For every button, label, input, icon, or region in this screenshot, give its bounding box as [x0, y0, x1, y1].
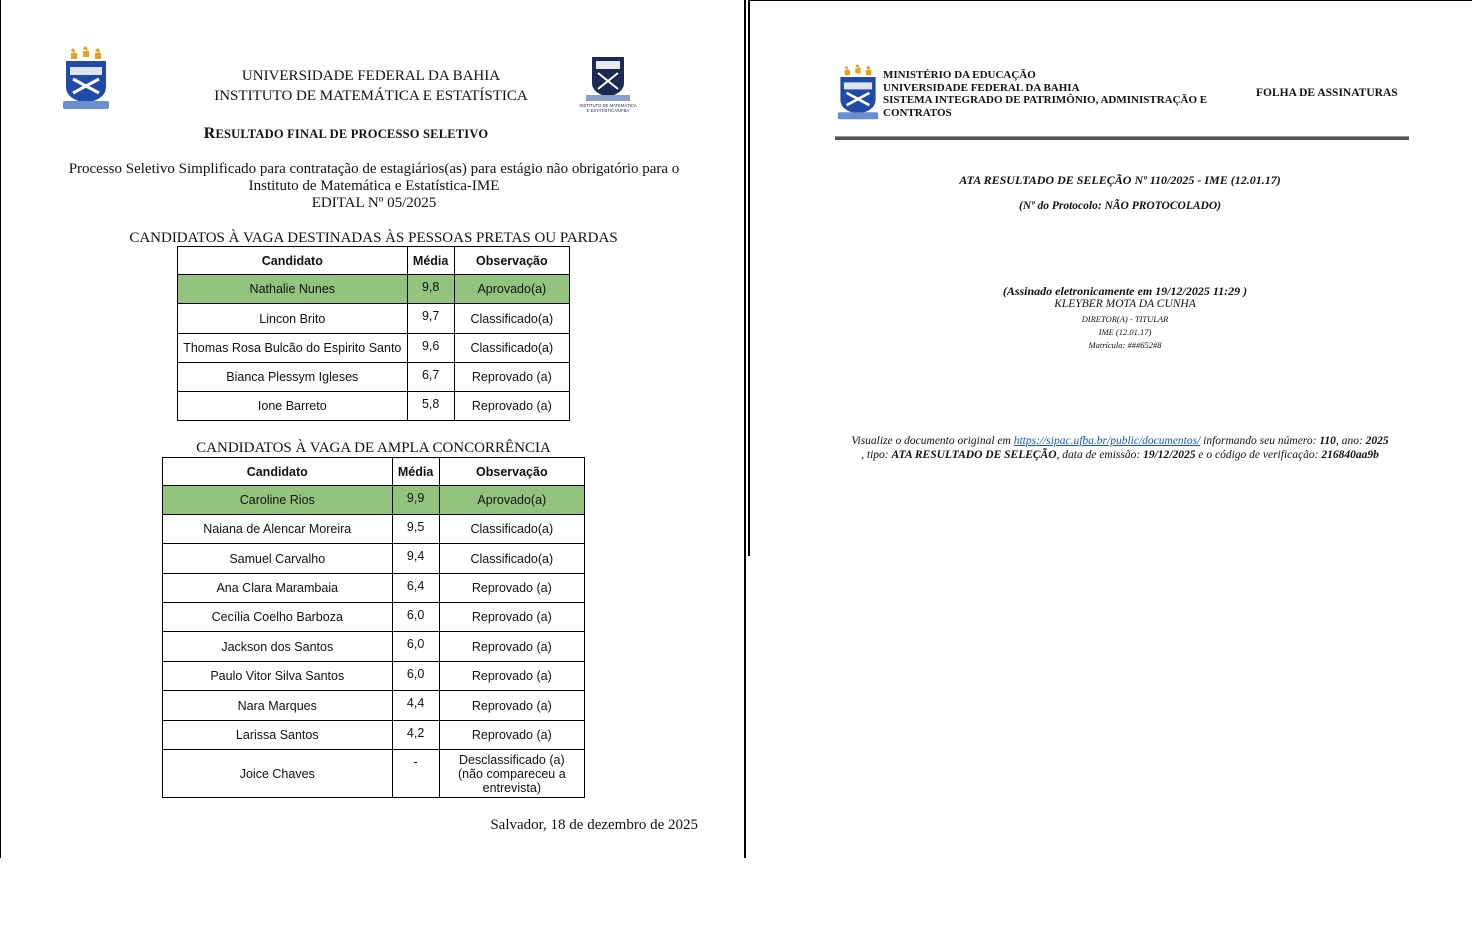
- column-header: Candidato: [163, 458, 393, 486]
- table-row: [178, 392, 570, 421]
- candidate-name: Nara Marques: [163, 691, 393, 721]
- edital-number: EDITAL Nº 05/2025: [311, 195, 437, 211]
- document-title: RESULTADO FINAL DE PROCESSO SELETIVO: [203, 125, 489, 142]
- candidate-observation: Reprovado (a): [454, 363, 569, 392]
- table-row: [163, 603, 585, 632]
- verification-note: Visualize o documento original em https://sipac.ufba.br/public/documentos/ informando seu número: 110, ano: 2025 , tipo: ATA RESULTADO DE SELEÇÃO, data de emissão: 19/12/2025 e o código de verificação: 216840aa9b: [851, 435, 1389, 461]
- institute-name: INSTITUTO DE MATEMÁTICA E ESTATÍSTICA: [214, 88, 528, 104]
- signature-page: [748, 0, 1472, 556]
- svg-text:INSTITUTO DE MATEMÁTICA: INSTITUTO DE MATEMÁTICA: [579, 103, 637, 108]
- results-table-pretas-pardas: [177, 246, 570, 421]
- city-date: Salvador, 18 de dezembro de 2025: [490, 817, 698, 833]
- candidate-observation: Reprovado (a): [439, 721, 584, 750]
- table-row: [163, 486, 585, 515]
- table-row: [178, 275, 570, 304]
- documents-link[interactable]: https://sipac.ufba.br/public/documentos/: [1013, 435, 1201, 447]
- signature-sheet-label: FOLHA DE ASSINATURAS: [1256, 87, 1398, 99]
- candidate-media: 6,7: [407, 363, 454, 392]
- protocol-number: (Nº do Protocolo: NÃO PROTOCOLADO): [1019, 200, 1221, 212]
- verification-code: 216840aa9b: [1321, 449, 1379, 461]
- candidate-name: Nathalie Nunes: [178, 275, 408, 304]
- process-description: Processo Seletivo Simplificado para contratação de estagiários(as) para estágio não obrigatório para o Instituto de Matemática e Estatística-IME EDITAL Nº 05/2025: [41, 161, 707, 212]
- candidate-name: Ione Barreto: [178, 392, 408, 421]
- ata-title: ATA RESULTADO DE SELEÇÃO Nº 110/2025 - IME (12.01.17): [959, 173, 1281, 187]
- candidate-name: Bianca Plessym Igleses: [178, 363, 408, 392]
- candidate-media: 4,4: [392, 691, 439, 721]
- candidate-name: Larissa Santos: [163, 721, 393, 750]
- candidate-name: Jackson dos Santos: [163, 632, 393, 662]
- candidate-name: Joice Chaves: [163, 750, 393, 798]
- candidate-media: 5,8: [407, 392, 454, 421]
- column-header: Observação: [439, 458, 584, 486]
- candidate-observation: Reprovado (a): [439, 632, 584, 662]
- candidate-media: 9,8: [407, 275, 454, 304]
- document-year: 2025: [1365, 435, 1389, 447]
- candidate-name: Cecília Coelho Barboza: [163, 603, 393, 632]
- candidate-observation: Aprovado(a): [439, 486, 584, 515]
- university-name: UNIVERSIDADE FEDERAL DA BAHIA: [241, 68, 501, 84]
- signer-role: DIRETOR(A) - TITULAR: [1081, 314, 1169, 324]
- ufba-logo-icon: [836, 57, 886, 123]
- candidate-name: Thomas Rosa Bulcão do Espirito Santo: [178, 334, 408, 363]
- candidate-observation: Classificado(a): [454, 304, 569, 334]
- candidate-observation: Desclassificado (a) (não compareceu a entrevista): [439, 750, 584, 798]
- candidate-media: 9,6: [407, 334, 454, 363]
- candidate-media: -: [392, 750, 439, 798]
- candidate-name: Paulo Vitor Silva Santos: [163, 662, 393, 691]
- candidate-media: 6,0: [392, 662, 439, 691]
- candidate-media: 4,2: [392, 721, 439, 750]
- candidate-name: Samuel Carvalho: [163, 544, 393, 574]
- candidate-media: 9,4: [392, 544, 439, 574]
- table-row: [163, 721, 585, 750]
- candidate-name: Caroline Rios: [163, 486, 393, 515]
- column-header: Observação: [454, 247, 569, 275]
- candidate-media: 9,5: [392, 515, 439, 544]
- candidate-observation: Reprovado (a): [439, 691, 584, 721]
- signer-name: KLEYBER MOTA DA CUNHA: [1054, 298, 1196, 310]
- table-row: [163, 574, 585, 603]
- section-title-pretas-pardas: CANDIDATOS À VAGA DESTINADAS ÀS PESSOAS PRETAS OU PARDAS: [129, 230, 618, 246]
- candidate-media: 6,0: [392, 603, 439, 632]
- header-divider: [835, 136, 1409, 140]
- table-row: [163, 662, 585, 691]
- candidate-observation: Reprovado (a): [439, 574, 584, 603]
- table-row: [163, 515, 585, 544]
- candidate-observation: Reprovado (a): [439, 603, 584, 632]
- svg-text:E ESTATÍSTICA/UFBA: E ESTATÍSTICA/UFBA: [586, 108, 630, 113]
- table-row: [178, 363, 570, 392]
- signed-timestamp: (Assinado eletronicamente em 19/12/2025 11:29 ): [1002, 284, 1248, 298]
- table-row: [178, 304, 570, 334]
- table-row: [163, 750, 585, 798]
- document-number: 110: [1319, 435, 1336, 447]
- ministry-header: MINISTÉRIO DA EDUCAÇÃO UNIVERSIDADE FEDERAL DA BAHIA SISTEMA INTEGRADO DE PATRIMÔNIO, ADMINISTRAÇÃO E CONTRATOS: [883, 69, 1208, 119]
- column-header: Média: [407, 247, 454, 275]
- column-header: Candidato: [178, 247, 408, 275]
- document-type: ATA RESULTADO DE SELEÇÃO: [891, 449, 1057, 461]
- table-row: [163, 544, 585, 574]
- section-title-ampla-concorrencia: CANDIDATOS À VAGA DE AMPLA CONCORRÊNCIA: [196, 440, 551, 456]
- candidate-name: Naiana de Alencar Moreira: [163, 515, 393, 544]
- candidate-media: 9,9: [392, 486, 439, 515]
- column-header: Média: [392, 458, 439, 486]
- candidate-name: Ana Clara Marambaia: [163, 574, 393, 603]
- result-page: [0, 0, 746, 858]
- candidate-media: 6,4: [392, 574, 439, 603]
- table-row: [178, 334, 570, 363]
- candidate-observation: Classificado(a): [439, 515, 584, 544]
- results-table-ampla-concorrencia: [162, 457, 585, 798]
- issue-date: 19/12/2025: [1143, 449, 1196, 461]
- candidate-observation: Reprovado (a): [439, 662, 584, 691]
- signer-unit: IME (12.01.17): [1098, 327, 1152, 337]
- candidate-observation: Reprovado (a): [454, 392, 569, 421]
- candidate-name: Lincon Brito: [178, 304, 408, 334]
- ufba-logo-icon: [61, 45, 111, 111]
- candidate-media: 6,0: [392, 632, 439, 662]
- signer-matricula: Matrícula: ###652#8: [1088, 340, 1162, 350]
- candidate-observation: Classificado(a): [439, 544, 584, 574]
- table-row: [163, 691, 585, 721]
- institution-header: [151, 66, 591, 106]
- table-row: [163, 632, 585, 662]
- candidate-observation: Aprovado(a): [454, 275, 569, 304]
- candidate-observation: Classificado(a): [454, 334, 569, 363]
- candidate-media: 9,7: [407, 304, 454, 334]
